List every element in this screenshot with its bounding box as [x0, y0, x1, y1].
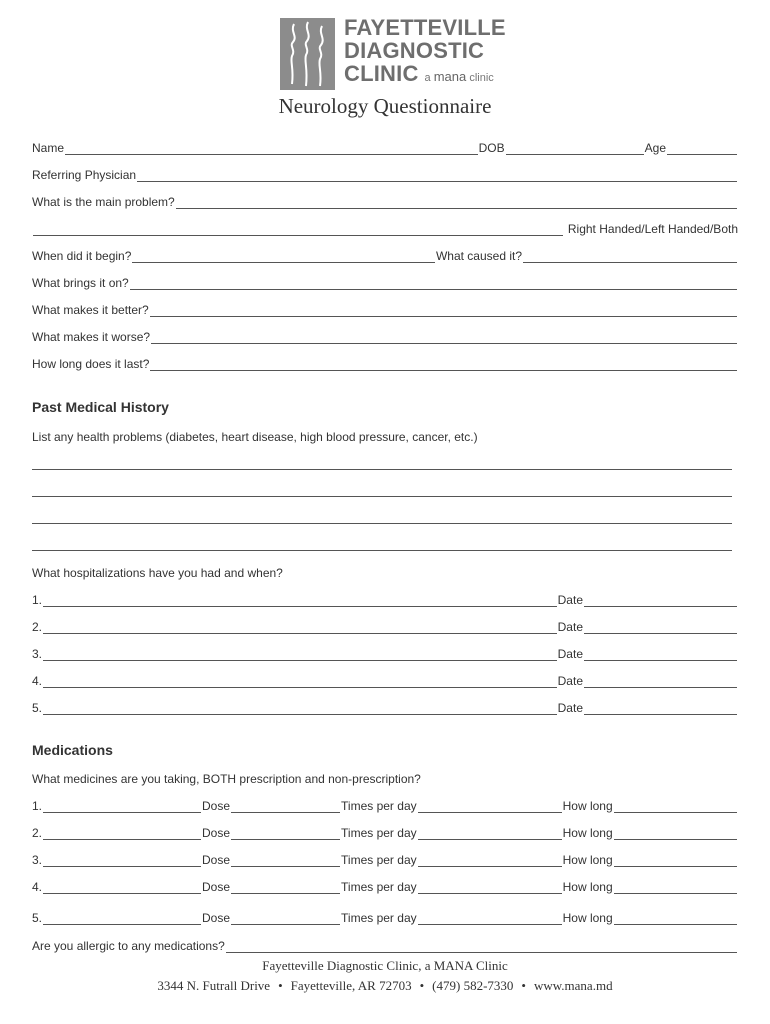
medications-prompt-row [32, 770, 738, 786]
main-problem-label: What is the main problem? [32, 195, 175, 209]
footer-address: 3344 N. Futrall Drive [157, 978, 271, 993]
times-field[interactable] [418, 800, 562, 813]
times-label: Times per day [341, 799, 417, 813]
main-problem-row [32, 193, 738, 209]
health-problems-prompt: List any health problems (diabetes, heart disease, high blood pressure, cancer, etc.) [32, 430, 478, 444]
separator-dot: • [521, 978, 526, 993]
medication-row [32, 909, 738, 925]
better-field[interactable] [150, 304, 737, 317]
what-caused-field[interactable] [523, 250, 737, 263]
date-field[interactable] [584, 648, 737, 661]
dose-label: Dose [202, 799, 231, 813]
hospitalization-field[interactable] [43, 702, 557, 715]
medication-number: 4. [32, 880, 43, 894]
footer-phone: (479) 582-7330 [432, 978, 514, 993]
begin-row [32, 247, 738, 263]
date-label: Date [557, 647, 583, 661]
medication-number: 3. [32, 853, 43, 867]
how-long-field[interactable] [614, 854, 737, 867]
date-label: Date [557, 593, 583, 607]
medication-number: 2. [32, 826, 43, 840]
times-field[interactable] [418, 912, 562, 925]
how-long-field[interactable] [614, 912, 737, 925]
how-long-field[interactable] [614, 827, 737, 840]
date-field[interactable] [584, 702, 737, 715]
dose-label: Dose [202, 911, 231, 925]
health-problems-prompt-row [32, 428, 738, 444]
times-label: Times per day [341, 826, 417, 840]
date-label: Date [557, 701, 583, 715]
medication-name-field[interactable] [43, 912, 201, 925]
hospitalizations-prompt: What hospitalizations have you had and when? [32, 566, 283, 580]
health-problems-line-3[interactable] [32, 523, 732, 524]
date-field[interactable] [584, 594, 737, 607]
better-row [32, 301, 738, 317]
date-label: Date [557, 620, 583, 634]
medication-name-field[interactable] [43, 827, 201, 840]
medication-row [32, 851, 738, 867]
logo-faces-icon [280, 18, 335, 90]
name-field[interactable] [65, 142, 478, 155]
worse-label: What makes it worse? [32, 330, 151, 344]
health-problems-line-4[interactable] [32, 550, 732, 551]
referring-field[interactable] [137, 169, 737, 182]
dose-field[interactable] [231, 827, 340, 840]
what-caused-label: What caused it? [435, 249, 522, 263]
better-label: What makes it better? [32, 303, 149, 317]
health-problems-line-1[interactable] [32, 469, 732, 470]
footer-contact [0, 978, 770, 994]
hospitalization-field[interactable] [43, 621, 557, 634]
times-label: Times per day [341, 880, 417, 894]
medication-name-field[interactable] [43, 881, 201, 894]
medication-row [32, 824, 738, 840]
logo-wordmark: FAYETTEVILLE DIAGNOSTIC CLINIC a mana clinic [344, 15, 506, 86]
how-long-label: How long [562, 799, 613, 813]
how-long-row [32, 355, 738, 371]
when-begin-field[interactable] [132, 250, 435, 263]
hospitalization-row [32, 672, 738, 688]
dose-field[interactable] [231, 800, 340, 813]
how-long-label: How long [562, 911, 613, 925]
allergic-row [32, 937, 738, 953]
footer-website: www.mana.md [533, 978, 613, 993]
hospitalization-row [32, 591, 738, 607]
how-long-field[interactable] [614, 800, 737, 813]
brings-on-label: What brings it on? [32, 276, 129, 290]
dob-field[interactable] [506, 142, 644, 155]
hospitalization-field[interactable] [43, 675, 557, 688]
health-problems-line-2[interactable] [32, 496, 732, 497]
brings-on-field[interactable] [130, 277, 737, 290]
hospitalization-number: 3. [32, 647, 43, 661]
times-field[interactable] [418, 827, 562, 840]
handed-label: Right Handed/Left Handed/Both [567, 222, 738, 236]
how-long-field[interactable] [614, 881, 737, 894]
allergic-field[interactable] [226, 940, 737, 953]
separator-dot: • [278, 978, 283, 993]
times-label: Times per day [341, 853, 417, 867]
how-long-label: How long [562, 880, 613, 894]
dob-label: DOB [478, 141, 505, 155]
hospitalizations-prompt-row [32, 564, 738, 580]
dose-field[interactable] [231, 912, 340, 925]
page-title: Neurology Questionnaire [278, 94, 492, 118]
medication-row [32, 797, 738, 813]
medication-name-field[interactable] [43, 854, 201, 867]
clinic-logo [280, 15, 520, 93]
hospitalization-row [32, 645, 738, 661]
dose-label: Dose [202, 880, 231, 894]
medications-prompt: What medicines are you taking, BOTH prescription and non-prescription? [32, 772, 421, 786]
hospitalization-number: 2. [32, 620, 43, 634]
dose-field[interactable] [231, 854, 340, 867]
medications-heading: Medications [32, 742, 113, 758]
name-row [32, 139, 738, 155]
medication-name-field[interactable] [43, 800, 201, 813]
name-label: Name [32, 141, 65, 155]
worse-row [32, 328, 738, 344]
hospitalization-number: 4. [32, 674, 43, 688]
hospitalization-number: 5. [32, 701, 43, 715]
worse-field[interactable] [151, 331, 737, 344]
hospitalization-row [32, 699, 738, 715]
dose-label: Dose [202, 826, 231, 840]
date-field[interactable] [584, 675, 737, 688]
dose-field[interactable] [231, 881, 340, 894]
how-long-field[interactable] [150, 358, 737, 371]
medication-number: 1. [32, 799, 43, 813]
age-field[interactable] [667, 142, 737, 155]
separator-dot: • [419, 978, 425, 993]
how-long-label: How long does it last? [32, 357, 150, 371]
footer-city: Fayetteville, AR 72703 [290, 978, 412, 993]
hospitalization-row [32, 618, 738, 634]
times-field[interactable] [418, 881, 562, 894]
dose-label: Dose [202, 853, 231, 867]
referring-row [32, 166, 738, 182]
footer-clinic-name: Fayetteville Diagnostic Clinic, a MANA Clinic [262, 958, 508, 973]
medication-number: 5. [32, 911, 43, 925]
brings-on-row [32, 274, 738, 290]
age-label: Age [644, 141, 666, 155]
allergic-label: Are you allergic to any medications? [32, 939, 225, 953]
when-begin-label: When did it begin? [32, 249, 132, 263]
date-field[interactable] [584, 621, 737, 634]
hospitalization-field[interactable] [43, 648, 557, 661]
date-label: Date [557, 674, 583, 688]
past-medical-heading: Past Medical History [32, 399, 169, 415]
medication-row [32, 878, 738, 894]
main-problem-field[interactable] [176, 196, 737, 209]
how-long-label: How long [562, 853, 613, 867]
times-label: Times per day [341, 911, 417, 925]
times-field[interactable] [418, 854, 562, 867]
handed-row [32, 220, 738, 236]
hospitalization-number: 1. [32, 593, 43, 607]
how-long-label: How long [562, 826, 613, 840]
main-problem-field-2[interactable] [33, 223, 563, 236]
referring-label: Referring Physician [32, 168, 137, 182]
hospitalization-field[interactable] [43, 594, 557, 607]
